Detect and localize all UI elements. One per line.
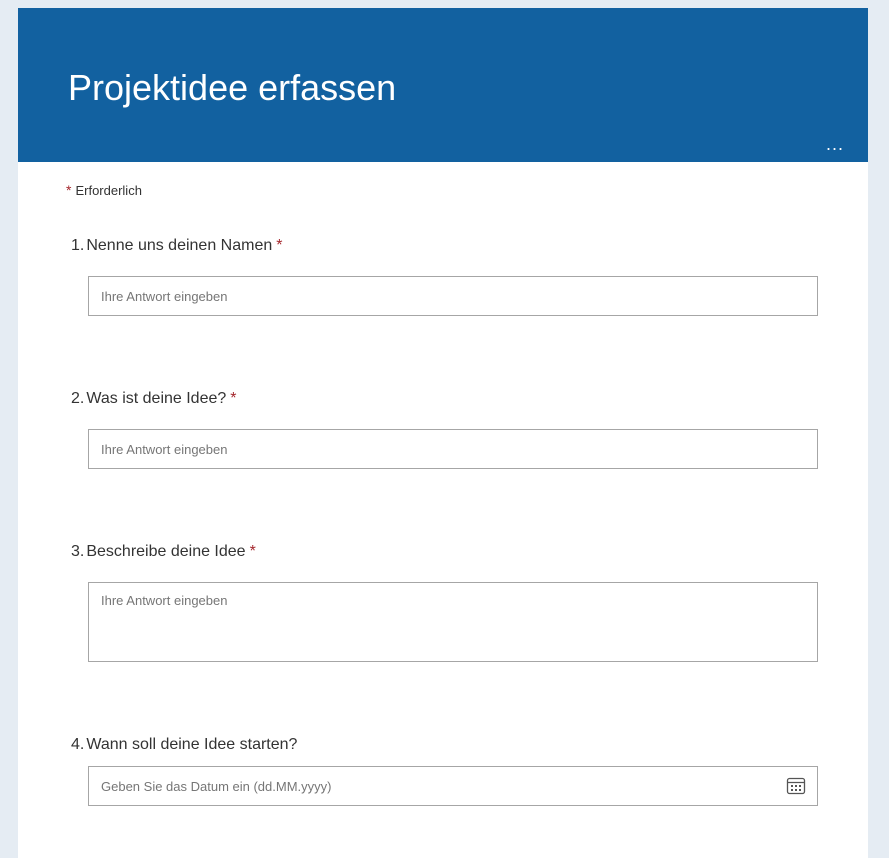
date-field [88,766,818,806]
required-note-text: Erforderlich [75,183,142,198]
form-title: Projektidee erfassen [68,67,397,108]
idea-input[interactable] [88,429,818,469]
more-options-icon[interactable]: ... [825,134,844,154]
question-label: Wann soll deine Idee starten? [86,736,298,753]
form-card [18,8,868,858]
question-number: 4. [71,736,85,753]
name-input[interactable] [88,276,818,316]
calendar-icon[interactable] [786,776,806,796]
required-note [66,182,142,198]
question-label: Nenne uns deinen Namen [86,237,273,254]
question-title [71,236,282,256]
date-input[interactable] [88,766,818,806]
question-label: Was ist deine Idee? [86,390,227,407]
required-asterisk: * [249,543,256,560]
question-title [71,542,256,562]
question-title [71,389,237,409]
required-asterisk: * [66,182,72,198]
required-asterisk: * [276,237,283,254]
question-label: Beschreibe deine Idee [86,543,246,560]
question-title [71,735,297,755]
question-number: 1. [71,237,85,254]
description-textarea[interactable] [88,582,818,662]
form-header [18,8,868,162]
required-asterisk: * [230,390,237,407]
question-number: 3. [71,543,85,560]
question-number: 2. [71,390,85,407]
